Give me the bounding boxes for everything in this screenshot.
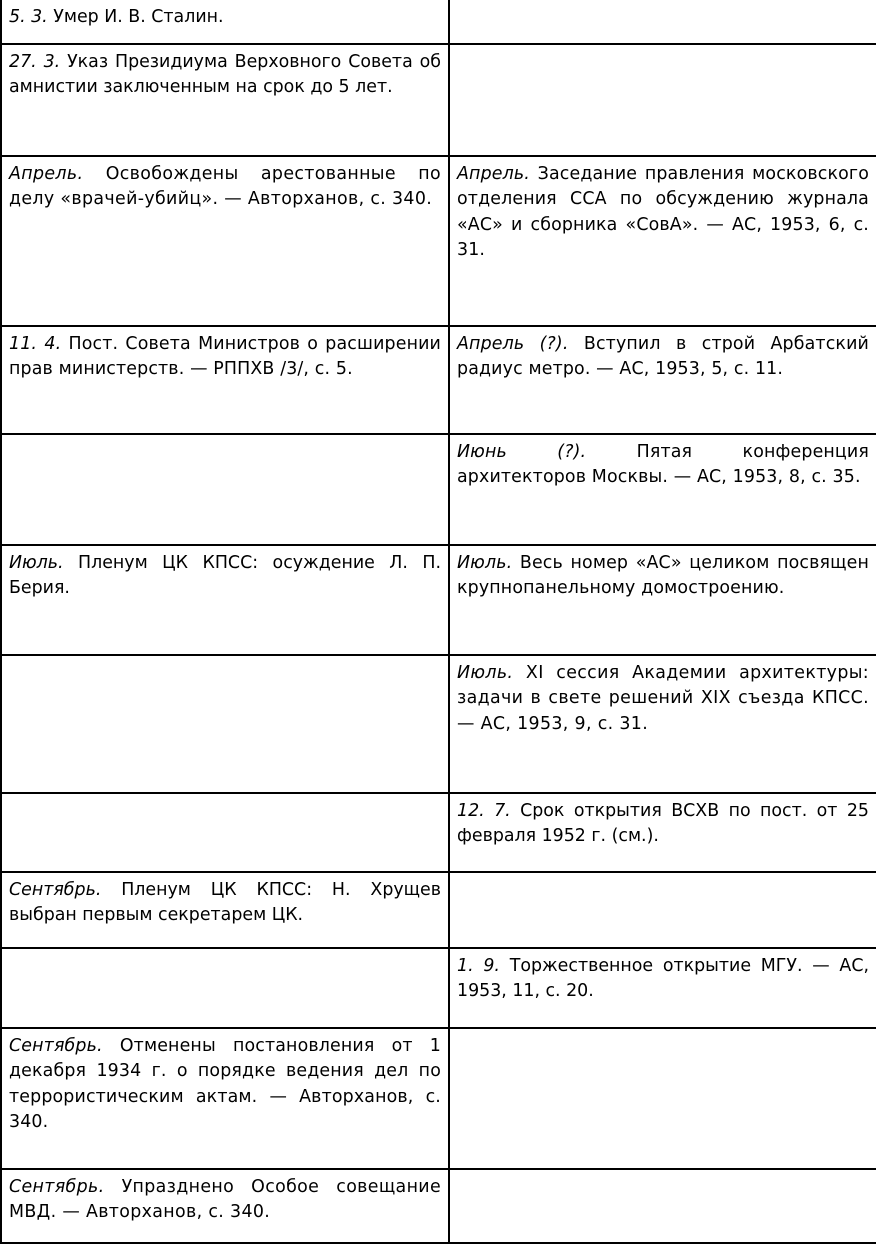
table-row bbox=[1, 44, 876, 156]
cell-text bbox=[457, 661, 869, 737]
cell-text bbox=[457, 50, 869, 51]
entry-date: Сентябрь. bbox=[9, 880, 102, 900]
cell-text bbox=[9, 661, 441, 662]
cell-text bbox=[9, 50, 441, 101]
cell-text bbox=[9, 5, 441, 30]
table-row bbox=[1, 156, 876, 326]
table-cell-right bbox=[449, 1028, 876, 1169]
entry-date: Июль. bbox=[9, 553, 64, 573]
table-row bbox=[1, 545, 876, 655]
table-row bbox=[1, 1028, 876, 1169]
table-cell-left bbox=[1, 44, 449, 156]
cell-text bbox=[457, 162, 869, 263]
table-cell-right bbox=[449, 434, 876, 545]
table-cell-left bbox=[1, 1169, 449, 1243]
entry-body: Торжественное открытие МГУ. — АС, 1953, 11, с. 20. bbox=[457, 956, 869, 1002]
cell-text bbox=[9, 878, 441, 929]
entry-body: Отменены постановления от 1 декабря 1934 г. о порядке ведения дел по террористическим актам. — Авторханов, с. 340. bbox=[9, 1036, 441, 1132]
entry-date: Июль. bbox=[457, 553, 513, 573]
entry-body: Вступил в строй Арбатский радиус метро. — АС, 1953, 5, с. 11. bbox=[457, 334, 869, 380]
table-cell-left bbox=[1, 793, 449, 872]
entry-body: Упразднено Особое совещание МВД. — Авторханов, с. 340. bbox=[9, 1177, 441, 1223]
cell-text bbox=[457, 551, 869, 602]
table-cell-left bbox=[1, 872, 449, 948]
table-row bbox=[1, 0, 876, 44]
entry-body: Весь номер «АС» целиком посвящен крупнопанельному домостроению. bbox=[457, 553, 869, 599]
cell-text bbox=[457, 332, 869, 383]
entry-date: 1. 9. bbox=[457, 956, 500, 976]
table-cell-left bbox=[1, 948, 449, 1028]
table-row bbox=[1, 326, 876, 434]
table-cell-right bbox=[449, 156, 876, 326]
table-cell-left bbox=[1, 0, 449, 44]
entry-date: Апрель (?). bbox=[457, 334, 569, 354]
cell-text bbox=[9, 954, 441, 955]
table-row bbox=[1, 872, 876, 948]
entry-body: Пятая конференция архитекторов Москвы. — АС, 1953, 8, с. 35. bbox=[457, 442, 869, 488]
table-row bbox=[1, 1169, 876, 1243]
cell-text bbox=[457, 954, 869, 1005]
cell-text bbox=[9, 1175, 441, 1226]
table-cell-right bbox=[449, 545, 876, 655]
cell-text bbox=[9, 799, 441, 800]
table-cell-right bbox=[449, 948, 876, 1028]
entry-date: Апрель. bbox=[9, 164, 84, 184]
entry-body: Умер И. В. Сталин. bbox=[47, 7, 224, 27]
table-row bbox=[1, 434, 876, 545]
entry-date: Июнь (?). bbox=[457, 442, 587, 462]
cell-text bbox=[9, 1034, 441, 1135]
table-cell-right bbox=[449, 44, 876, 156]
table-cell-left bbox=[1, 1028, 449, 1169]
table-cell-right bbox=[449, 655, 876, 793]
table-row bbox=[1, 948, 876, 1028]
table-cell-right bbox=[449, 0, 876, 44]
entry-body: Пост. Совета Министров о расширении прав министерств. — РППХВ /3/, с. 5. bbox=[9, 334, 441, 380]
cell-text bbox=[457, 5, 869, 6]
cell-text bbox=[457, 799, 869, 850]
entry-body: Освобождены арестованные по делу «врачей-убийц». — Авторханов, с. 340. bbox=[9, 164, 441, 210]
table-cell-left bbox=[1, 434, 449, 545]
entry-date: 12. 7. bbox=[457, 801, 511, 821]
table-cell-right bbox=[449, 1169, 876, 1243]
cell-text bbox=[457, 1175, 869, 1176]
table-cell-left bbox=[1, 156, 449, 326]
cell-text bbox=[457, 440, 869, 491]
cell-text bbox=[9, 162, 441, 213]
table-cell-left bbox=[1, 545, 449, 655]
cell-text bbox=[9, 551, 441, 602]
entry-body: Пленум ЦК КПСС: Н. Хрущев выбран первым секретарем ЦК. bbox=[9, 880, 441, 926]
entry-date: Сентябрь. bbox=[9, 1036, 103, 1056]
entry-body: Пленум ЦК КПСС: осуждение Л. П. Берия. bbox=[9, 553, 441, 599]
entry-date: Сентябрь. bbox=[9, 1177, 105, 1197]
entry-date: Июль. bbox=[457, 663, 514, 683]
table-cell-left bbox=[1, 326, 449, 434]
table-row bbox=[1, 793, 876, 872]
entry-date: 11. 4. bbox=[9, 334, 62, 354]
cell-text bbox=[9, 332, 441, 383]
cell-text bbox=[457, 1034, 869, 1035]
table-cell-right bbox=[449, 872, 876, 948]
table-cell-right bbox=[449, 326, 876, 434]
table-cell-right bbox=[449, 793, 876, 872]
table-cell-left bbox=[1, 655, 449, 793]
chronology-table-body bbox=[1, 0, 876, 1243]
entry-body: Срок открытия ВСХВ по пост. от 25 февраля 1952 г. (см.). bbox=[457, 801, 869, 847]
cell-text bbox=[457, 878, 869, 879]
entry-date: 27. 3. bbox=[9, 52, 61, 72]
entry-body: Указ Президиума Верховного Совета об амнистии заключенным на срок до 5 лет. bbox=[9, 52, 441, 98]
entry-body: XI сессия Академии архитектуры: задачи в свете решений XIX съезда КПСС. — АС, 1953, 9, с. 31. bbox=[457, 663, 869, 734]
table-row bbox=[1, 655, 876, 793]
entry-date: 5. 3. bbox=[9, 7, 48, 27]
entry-body: Заседание правления московского отделения ССА по обсуждению журнала «АС» и сборника «СовА». — АС, 1953, 6, с. 31. bbox=[457, 164, 869, 260]
cell-text bbox=[9, 440, 441, 441]
entry-date: Апрель. bbox=[457, 164, 530, 184]
